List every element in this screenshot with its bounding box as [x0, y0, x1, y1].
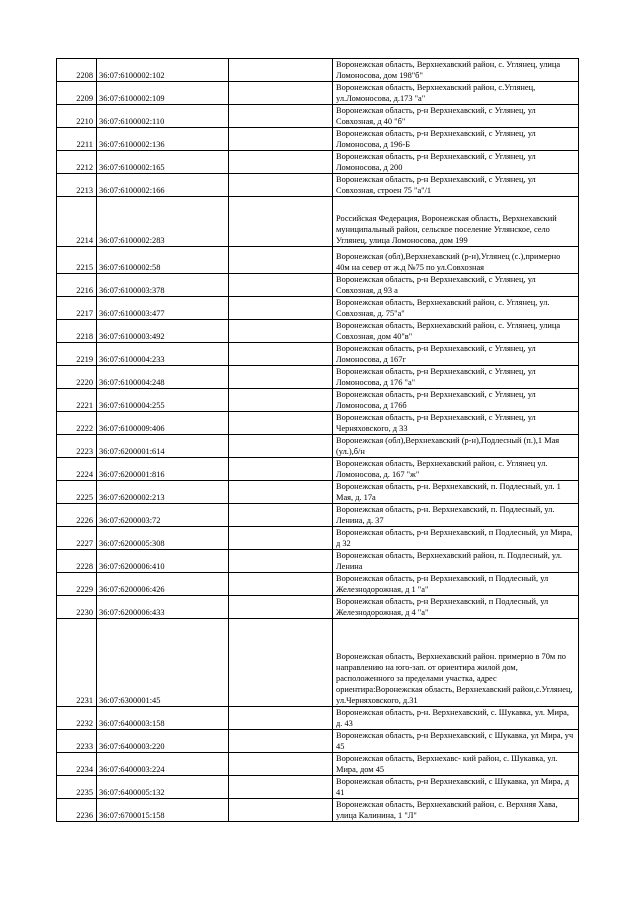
row-number: 2217 — [57, 297, 97, 320]
row-number: 2213 — [57, 174, 97, 197]
table-row — [57, 596, 579, 619]
cadastral-number: 36:07:6300001:45 — [97, 619, 229, 707]
table-row — [57, 619, 579, 707]
table-row — [57, 59, 579, 82]
row-number: 2222 — [57, 412, 97, 435]
empty-cell — [229, 458, 333, 481]
address-cell: Воронежская область, р-н. Верхнехавский, п. Подлесный, ул. 1 Мая, д. 17а — [333, 481, 579, 504]
table-row — [57, 389, 579, 412]
empty-cell — [229, 412, 333, 435]
address-cell: Воронежская область, р-н Верхнехавский, с Углянец, ул Ломоносова, д 167г — [333, 343, 579, 366]
empty-cell — [229, 274, 333, 297]
table-row — [57, 274, 579, 297]
table-row — [57, 151, 579, 174]
row-number: 2234 — [57, 753, 97, 776]
row-number: 2215 — [57, 247, 97, 274]
table-row — [57, 481, 579, 504]
empty-cell — [229, 197, 333, 247]
row-number: 2231 — [57, 619, 97, 707]
address-cell: Воронежская область, Верхнехавский район, с. Углянец, улица Ломоносова, дом 198"б" — [333, 59, 579, 82]
cadastral-number: 36:07:6100002:136 — [97, 128, 229, 151]
address-cell: Воронежская область, Верхнехавский район, с. Углянец, ул. Совхозная, д. 75"а" — [333, 297, 579, 320]
row-number: 2228 — [57, 550, 97, 573]
cadastral-number: 36:07:6100004:233 — [97, 343, 229, 366]
cadastral-number: 36:07:6100003:492 — [97, 320, 229, 343]
cadastral-number: 36:07:6400003:158 — [97, 707, 229, 730]
empty-cell — [229, 573, 333, 596]
row-number: 2218 — [57, 320, 97, 343]
table-row — [57, 82, 579, 105]
table-row — [57, 435, 579, 458]
address-cell: Воронежская область, р-н Верхнехавский, с Углянец, ул Совхозная, строен 75 "а"/1 — [333, 174, 579, 197]
empty-cell — [229, 82, 333, 105]
cadastre-table — [56, 58, 579, 822]
address-cell: Воронежская область, р-н. Верхнехавский, п. Подлесный, ул. Ленина, д. 37 — [333, 504, 579, 527]
cadastral-number: 36:07:6400005:132 — [97, 776, 229, 799]
address-cell: Воронежская (обл),Верхнехавский (р-н),Углянец (с.),примерно 40м на север от ж.д №75 по ул.Совхозная — [333, 247, 579, 274]
empty-cell — [229, 128, 333, 151]
cadastral-number: 36:07:6100002:166 — [97, 174, 229, 197]
row-number: 2208 — [57, 59, 97, 82]
empty-cell — [229, 550, 333, 573]
row-number: 2226 — [57, 504, 97, 527]
empty-cell — [229, 481, 333, 504]
empty-cell — [229, 389, 333, 412]
empty-cell — [229, 297, 333, 320]
cadastral-number: 36:07:6200006:410 — [97, 550, 229, 573]
address-cell: Воронежская область, р-н Верхнехавский, с Углянец, ул Черняховского, д 33 — [333, 412, 579, 435]
table-row — [57, 197, 579, 247]
address-cell: Воронежская область, р-н Верхнехавский, п Подлесный, ул Железнодорожная, д 4 "а" — [333, 596, 579, 619]
table-row — [57, 174, 579, 197]
address-cell: Воронежская область, Верхнехавский район, с.Углянец, ул.Ломоносова, д.173 "а" — [333, 82, 579, 105]
table-row — [57, 527, 579, 550]
address-cell: Российская Федерация, Воронежская область, Верхнехавский муниципальный район, сельское поселение Углянское, село Углянец, улица Ломоносова, дом 199 — [333, 197, 579, 247]
row-number: 2210 — [57, 105, 97, 128]
address-cell: Воронежская (обл),Верхнехавский (р-н),Подлесный (п.),1 Мая (ул.),б/н — [333, 435, 579, 458]
address-cell: Воронежская область, Верхнехавс- кий район, с. Шукавка, ул. Мира, дом 45 — [333, 753, 579, 776]
row-number: 2211 — [57, 128, 97, 151]
address-cell: Воронежская область, р-н Верхнехавский, с Шукавка, ул Мира, уч 45 — [333, 730, 579, 753]
empty-cell — [229, 527, 333, 550]
table-row — [57, 730, 579, 753]
empty-cell — [229, 343, 333, 366]
cadastral-number: 36:07:6200001:816 — [97, 458, 229, 481]
table-row — [57, 366, 579, 389]
table-row — [57, 128, 579, 151]
cadastral-number: 36:07:6400003:220 — [97, 730, 229, 753]
cadastral-number: 36:07:6200005:308 — [97, 527, 229, 550]
address-cell: Воронежская область, р-н Верхнехавский, с Углянец, ул Ломоносова, д 196-Б — [333, 128, 579, 151]
table-row — [57, 504, 579, 527]
table-row — [57, 776, 579, 799]
address-cell: Воронежская область, Верхнехавский район, с. Углянец, улица Совхозная, дом 40"в" — [333, 320, 579, 343]
empty-cell — [229, 105, 333, 128]
address-cell: Воронежская область, р-н Верхнехавский, п Подлесный, ул Мира, д 32 — [333, 527, 579, 550]
address-cell: Воронежская область, р-н Верхнехавский, с Углянец, ул Ломоносова, д 200 — [333, 151, 579, 174]
table-body — [57, 59, 579, 822]
row-number: 2216 — [57, 274, 97, 297]
cadastral-number: 36:07:6100004:255 — [97, 389, 229, 412]
cadastral-number: 36:07:6100003:477 — [97, 297, 229, 320]
table-row — [57, 247, 579, 274]
table-row — [57, 320, 579, 343]
cadastral-number: 36:07:6100002:58 — [97, 247, 229, 274]
table-row — [57, 297, 579, 320]
cadastral-number: 36:07:6100003:378 — [97, 274, 229, 297]
row-number: 2225 — [57, 481, 97, 504]
cadastral-number: 36:07:6200002:213 — [97, 481, 229, 504]
address-cell: Воронежская область, р-н Верхнехавский, с Углянец, ул Совхозная, д 40 "б" — [333, 105, 579, 128]
empty-cell — [229, 776, 333, 799]
cadastral-number: 36:07:6100002:109 — [97, 82, 229, 105]
row-number: 2220 — [57, 366, 97, 389]
address-cell: Воронежская область, р-н Верхнехавский, п Подлесный, ул Железнодорожная, д 1 "а" — [333, 573, 579, 596]
empty-cell — [229, 247, 333, 274]
empty-cell — [229, 707, 333, 730]
row-number: 2232 — [57, 707, 97, 730]
table-row — [57, 573, 579, 596]
empty-cell — [229, 799, 333, 822]
address-cell: Воронежская область, р-н Верхнехавский, с Шукавка, ул Мира, д 41 — [333, 776, 579, 799]
empty-cell — [229, 174, 333, 197]
row-number: 2236 — [57, 799, 97, 822]
row-number: 2227 — [57, 527, 97, 550]
cadastral-number: 36:07:6100002:283 — [97, 197, 229, 247]
cadastral-number: 36:07:6100002:165 — [97, 151, 229, 174]
address-cell: Воронежская область, Верхнехавский район, п. Подлесный, ул. Ленина — [333, 550, 579, 573]
cadastral-number: 36:07:6100002:102 — [97, 59, 229, 82]
table-row — [57, 343, 579, 366]
address-cell: Воронежская область, р-н. Верхнехавский, с. Шукавка, ул. Мира, д. 43 — [333, 707, 579, 730]
address-cell: Воронежская область, р-н Верхнехавский, с Углянец, ул Ломоносова, д 176б — [333, 389, 579, 412]
row-number: 2221 — [57, 389, 97, 412]
table-row — [57, 550, 579, 573]
cadastral-number: 36:07:6100004:248 — [97, 366, 229, 389]
empty-cell — [229, 151, 333, 174]
row-number: 2230 — [57, 596, 97, 619]
cadastral-number: 36:07:6400003:224 — [97, 753, 229, 776]
table-row — [57, 707, 579, 730]
row-number: 2212 — [57, 151, 97, 174]
row-number: 2219 — [57, 343, 97, 366]
row-number: 2209 — [57, 82, 97, 105]
address-cell: Воронежская область, Верхнехавский район. примерно в 70м по направлению на юго-зап. от ориентира жилой дом, расположенного за пределами участка, адрес ориентира:Воронежская область, Верхнехавский район,с.Углянец, ул.Черняховского, д.31 — [333, 619, 579, 707]
cadastral-number: 36:07:6100002:110 — [97, 105, 229, 128]
cadastral-number: 36:07:6700015:158 — [97, 799, 229, 822]
address-cell: Воронежская область, Верхнехавский район, с. Углянец ул. Ломоносова, д. 167 "ж" — [333, 458, 579, 481]
row-number: 2214 — [57, 197, 97, 247]
row-number: 2223 — [57, 435, 97, 458]
cadastral-number: 36:07:6200001:614 — [97, 435, 229, 458]
row-number: 2233 — [57, 730, 97, 753]
cadastral-number: 36:07:6200003:72 — [97, 504, 229, 527]
table-row — [57, 458, 579, 481]
empty-cell — [229, 320, 333, 343]
empty-cell — [229, 504, 333, 527]
row-number: 2224 — [57, 458, 97, 481]
row-number: 2235 — [57, 776, 97, 799]
table-row — [57, 412, 579, 435]
address-cell: Воронежская область, р-н Верхнехавский, с Углянец, ул Совхозная, д 93 а — [333, 274, 579, 297]
cadastral-number: 36:07:6200006:433 — [97, 596, 229, 619]
empty-cell — [229, 596, 333, 619]
address-cell: Воронежская область, Верхнехавский район, с. Верхняя Хава, улица Калинина, 1 "Л" — [333, 799, 579, 822]
cadastral-number: 36:07:6100009:406 — [97, 412, 229, 435]
empty-cell — [229, 59, 333, 82]
empty-cell — [229, 366, 333, 389]
row-number: 2229 — [57, 573, 97, 596]
table-row — [57, 753, 579, 776]
empty-cell — [229, 619, 333, 707]
empty-cell — [229, 730, 333, 753]
table-row — [57, 105, 579, 128]
empty-cell — [229, 435, 333, 458]
empty-cell — [229, 753, 333, 776]
table-row — [57, 799, 579, 822]
cadastral-number: 36:07:6200006:426 — [97, 573, 229, 596]
address-cell: Воронежская область, р-н Верхнехавский, с Углянец, ул Ломоносова, д 176 "а" — [333, 366, 579, 389]
